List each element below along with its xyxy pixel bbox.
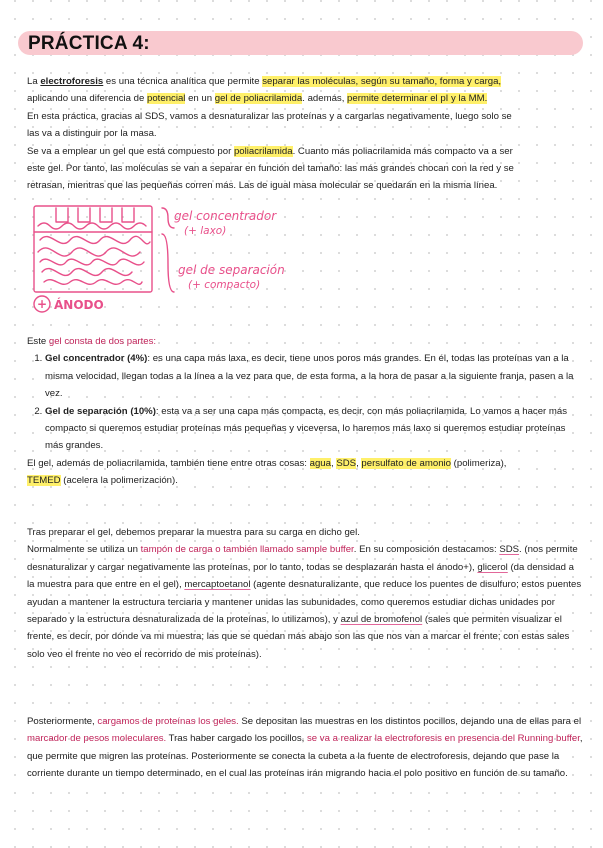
highlight: agua	[309, 457, 331, 469]
compact-mesh	[44, 280, 142, 285]
text: . además,	[302, 93, 348, 105]
term-gel-separacion: Gel de separación (10%)	[45, 405, 156, 417]
label-anodo: ÁNODO	[54, 298, 104, 312]
compact-mesh	[42, 269, 132, 276]
loose-mesh	[38, 223, 146, 229]
sample-paragraph	[27, 541, 583, 663]
text: Posteriormente,	[27, 716, 98, 727]
text: El gel, además de poliacrilamida, también tiene entre otras cosas:	[27, 457, 310, 469]
underlined-term: SDS	[499, 544, 520, 556]
term-gel-concentrador: Gel concentrador (4%)	[45, 353, 148, 365]
sample-section	[27, 524, 583, 663]
text: Normalmente se utiliza un	[27, 544, 141, 556]
text: aplicando una diferencia de	[27, 93, 148, 105]
underlined-term: glicerol	[477, 561, 508, 573]
label-mas-compacto: (+ compacto)	[188, 279, 261, 291]
highlight: TEMED	[27, 475, 61, 487]
highlight: SDS	[336, 457, 357, 469]
highlight: separar las moléculas, según su tamaño, forma y carga,	[262, 76, 502, 87]
bracket-bottom	[162, 234, 174, 292]
gel-parts-list	[27, 350, 583, 454]
loading-paragraph	[27, 713, 583, 783]
sample-line-1: Tras preparar el gel, debemos preparar la muestra para su carga en dicho gel.	[27, 527, 360, 538]
text: (nos permite desnaturalizar y cargar negativamente las proteínas, por lo tanto, todas se desplazarán hasta el ánodo+),	[27, 544, 578, 573]
gel-sketch	[28, 200, 298, 320]
highlight: gel de poliacrilamida	[214, 93, 303, 105]
page-title: PRÁCTICA 4:	[28, 33, 150, 54]
text: (acelera la polimerización).	[60, 475, 178, 487]
pink-text: tampón de carga o también llamado sample buffer	[140, 544, 354, 556]
temed-line	[27, 472, 583, 489]
text: (polimeriza),	[451, 457, 507, 469]
underlined-term: azul de bromofenol	[340, 614, 423, 626]
text: .	[519, 544, 522, 556]
compact-mesh	[40, 236, 150, 243]
intro-line-3: En esta práctica, gracias al SDS, vamos a desnaturalizar las proteínas y a cargarlas negativamente, luego solo se	[27, 110, 512, 122]
label-mas-laxo: (+ laxo)	[184, 225, 227, 237]
compact-mesh	[38, 248, 140, 256]
text: Se va a emplear un gel que está compuesto por	[27, 145, 234, 157]
text: es una técnica analítica que permite	[103, 76, 263, 87]
gel-parts-lead	[27, 333, 583, 350]
list-item	[45, 350, 583, 402]
plus-icon: +	[36, 297, 48, 311]
text: (sales que permiten visualizar el frente, es decir, por dónde va mi muestra; las que se quedan más abajo son las que nos van a marcar el frente; con estas sales solo veo el frente no veo el recorrido de mis proteínas).	[27, 614, 570, 660]
label-gel-concentrador: gel concentrador	[174, 209, 277, 223]
highlight: potencial	[147, 93, 186, 105]
text: : esta va a ser una capa más compacta, es decir, con más poliacrilamida. Lo vamos a hacer más compacto si queremos estudiar proteínas más pequeñas y viceversa, lo haremos más laxo si queremos estudiar proteínas más grandes.	[45, 405, 568, 452]
list-item	[45, 403, 583, 455]
text: La	[27, 76, 41, 87]
text: . En su composición destacamos:	[353, 544, 500, 556]
text: ,	[330, 457, 337, 469]
intro-line-4: las va a distinguir por la masa.	[27, 128, 157, 140]
text: Se depositan las muestras en los distintos pocillos, dejando una de ellas para el	[238, 716, 582, 727]
text: . Cuanto más poliacrilamida más compacto va a ser	[292, 145, 513, 157]
text: en un	[185, 93, 215, 105]
intro-line-5	[27, 143, 583, 160]
compact-mesh	[40, 259, 144, 265]
text: (da densidad a la muestra para que entre en el gel),	[27, 561, 574, 591]
label-gel-separacion: gel de separación	[178, 263, 285, 277]
text: , que permite que migren las proteínas. Posteriormente se conecta la cubeta a la fuente de electroforesis, dejando que pase la corriente durante un tiempo determinado, en el cual las proteínas irán migrando hacia el polo positivo en función de su tamaño.	[27, 733, 583, 780]
pink-text: cargamos de proteínas los geles.	[97, 716, 239, 727]
gel-parts-section	[27, 333, 583, 490]
intro-line-2	[27, 90, 583, 107]
highlight: poliacrilamida	[233, 145, 293, 157]
intro-line-1	[27, 73, 583, 90]
highlight: permite determinar el pI y la MM.	[347, 93, 488, 105]
text: Este	[27, 336, 49, 347]
intro-section	[27, 73, 583, 195]
text: (agente desnaturalizante, que reduce los puentes de disulfuro; estos puentes ayudan a mantener la estructura terciaria y mantener unidas las subunidades, como queremos estudiar dichas unidades por separado y la estructura desnaturalizada de la proteínas, lo utilizamos), y	[27, 579, 582, 626]
underlined-term: mercaptoetanol	[184, 579, 251, 591]
intro-line-6: este gel. Por tanto, las moléculas se van a separar en función del tamaño: las más grandes chocan con la red y se	[27, 163, 514, 175]
pink-text: se va a realizar la electroforesis en presencia del Running buffer	[306, 733, 580, 745]
term-electroforesis: electroforesis	[40, 76, 104, 87]
bracket-top	[162, 208, 174, 228]
highlight: persulfato de amonio	[361, 457, 452, 469]
text: Tras haber cargado los pocillos,	[166, 733, 307, 745]
intro-line-7: retrasan, mientras que las pequeñas corren más. Las de igual masa molecular se quedarán en la misma línea.	[27, 180, 498, 192]
gel-components-line	[27, 455, 583, 472]
wells	[56, 208, 134, 222]
text: : es una capa más laxa, es decir, tiene unos poros más grandes. En él, todas las proteínas van a la misma velocidad, llegan todas a la línea a la vez para que, de esta forma, a la hora de pasar a la siguiente franja, pasen a la vez.	[45, 353, 574, 400]
text: ,	[356, 457, 362, 469]
loading-section	[27, 713, 583, 783]
pink-text: gel consta de dos partes:	[48, 336, 157, 347]
pink-text: marcador de pesos moleculares.	[27, 733, 167, 745]
